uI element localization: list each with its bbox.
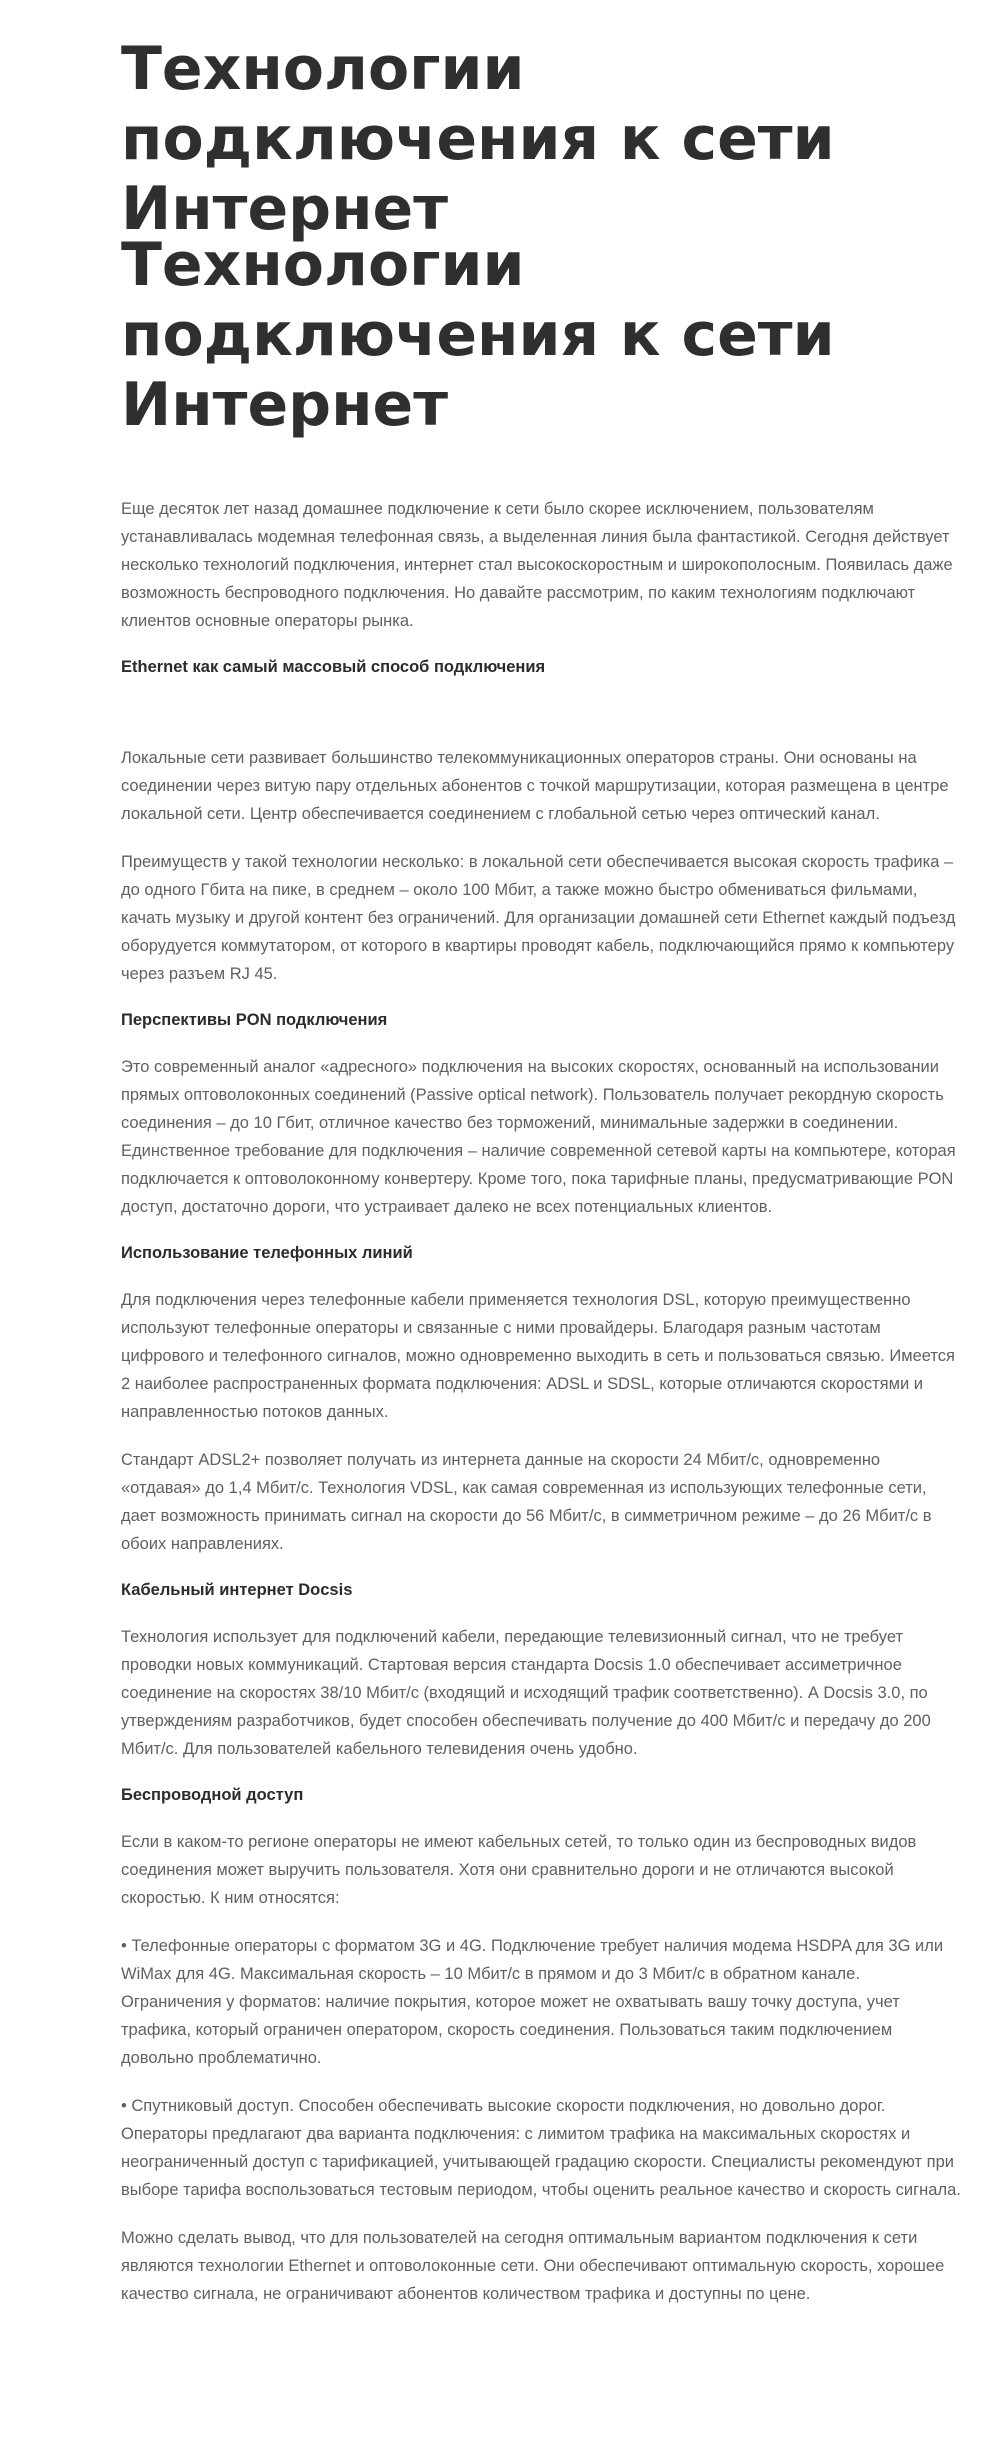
intro-paragraph: Еще десяток лет назад домашнее подключение к сети было скорее исключением, пользователям устанавливалась модемная телефонная связь, а выделенная линия была фантастикой. Сегодня действует несколько технологий подключения, интернет стал высокоскоростным и широкополосным. Появилась даже возможность беспроводного подключения. Но давайте рассмотрим, по каким технологиям подключают клиентов основные операторы рынка. bbox=[121, 500, 953, 630]
article-body bbox=[121, 495, 961, 2328]
conclusion-paragraph: Можно сделать вывод, что для пользователей на сегодня оптимальным вариантом подключения к сети являются технологии Ethernet и оптоволоконные сети. Они обеспечивают оптимальную скорость, хорошее качество сигнала, не ограничивают абонентов количеством трафика и доступны по цене. bbox=[121, 2229, 945, 2303]
section-paragraph: Локальные сети развивает большинство телекоммуникационных операторов страны. Они основаны на соединении через витую пару отдельных абонентов с точкой маршрутизации, которая размещена в центре локальной сети. Центр обеспечивается соединением с глобальной сетью через оптический канал. bbox=[121, 749, 949, 823]
section-heading-docsis: Кабельный интернет Docsis bbox=[121, 1581, 353, 1599]
section-paragraph: Это современный аналог «адресного» подключения на высоких скоростях, основанный на использовании прямых оптоволоконных соединений (Passive optical network). Пользователь получает рекордную скорость соединения – до 10 Гбит, отличное качество без торможений, минимальные задержки в соединении. Единственное требование для подключения – наличие современной сетевой карты на компьютере, которая подключается к оптоволоконному конвертеру. Кроме того, пока тарифные планы, предусматривающие PON доступ, достаточно дороги, что устраивает далеко не всех потенциальных клиентов. bbox=[121, 1058, 956, 1216]
section-paragraph: Для подключения через телефонные кабели применяется технология DSL, которую преимущественно используют телефонные операторы и связанные с ними провайдеры. Благодаря разным частотам цифрового и телефонного сигналов, можно одновременно выходить в сеть и пользоваться связью. Имеется 2 наиболее распространенных формата подключения: ADSL и SDSL, которые отличаются скоростями и направленностью потоков данных. bbox=[121, 1291, 955, 1421]
section-heading-wireless: Беспроводной доступ bbox=[121, 1786, 304, 1804]
section-heading-pon: Перспективы PON подключения bbox=[121, 1011, 388, 1029]
page-title: Технологии подключения к сети Интернет bbox=[121, 34, 835, 244]
section-paragraph: Преимуществ у такой технологии несколько: в локальной сети обеспечивается высокая скорость трафика – до одного Гбита на пике, в среднем – около 100 Мбит, а также можно быстро обмениваться фильмами, качать музыку и другой контент без ограничений. Для организации домашней сети Ethernet каждый подъезд оборудуется коммутатором, от которого в квартиры проводят кабель, подключающийся прямо к компьютеру через разъем RJ 45. bbox=[121, 853, 956, 983]
list-item-mobile: • Телефонные операторы с форматом 3G и 4G. Подключение требует наличия модема HSDPA для 3G или WiMax для 4G. Максимальная скорость – 10 Мбит/с в прямом и до 3 Мбит/с в обратном канале. Ограничения у форматов: наличие покрытия, которое может не охватывать вашу точку доступа, учет трафика, который ограничен оператором, скорость соединения. Пользоваться таким подключением довольно проблематично. bbox=[121, 1937, 944, 2067]
section-heading-phone-lines: Использование телефонных линий bbox=[121, 1244, 413, 1262]
page-title-duplicate: Технологии подключения к сети Интернет bbox=[121, 230, 835, 440]
list-item-satellite: • Спутниковый доступ. Способен обеспечивать высокие скорости подключения, но довольно дорог. Операторы предлагают два варианта подключения: с лимитом трафика на максимальных скоростях и неограниченный доступ с тарификацией, учитывающей градацию скорости. Специалисты рекомендуют при выборе тарифа воспользоваться тестовым периодом, чтобы оценить реальное качество и скорость сигнала. bbox=[121, 2097, 961, 2199]
section-paragraph: Стандарт ADSL2+ позволяет получать из интернета данные на скорости 24 Мбит/с, одновременно «отдавая» до 1,4 Мбит/с. Технология VDSL, как самая современная из использующих телефонные сети, дает возможность принимать сигнал на скорости до 56 Мбит/с, в симметричном режиме – до 26 Мбит/с в обоих направлениях. bbox=[121, 1451, 932, 1553]
section-paragraph: Если в каком-то регионе операторы не имеют кабельных сетей, то только один из беспроводных видов соединения может выручить пользователя. Хотя они сравнительно дороги и не отличаются высокой скоростью. К ним относятся: bbox=[121, 1833, 917, 1907]
section-heading-ethernet: Ethernet как самый массовый способ подключения bbox=[121, 658, 546, 676]
section-paragraph: Технология использует для подключений кабели, передающие телевизионный сигнал, что не требует проводки новых коммуникаций. Стартовая версия стандарта Docsis 1.0 обеспечивает ассиметричное соединение на скоростях 38/10 Мбит/с (входящий и исходящий трафик соответственно). А Docsis 3.0, по утверждениям разработчиков, будет способен обеспечивать получение до 400 Мбит/с и передачу до 200 Мбит/с. Для пользователей кабельного телевидения очень удобно. bbox=[121, 1628, 931, 1758]
section-spacer bbox=[121, 700, 961, 744]
